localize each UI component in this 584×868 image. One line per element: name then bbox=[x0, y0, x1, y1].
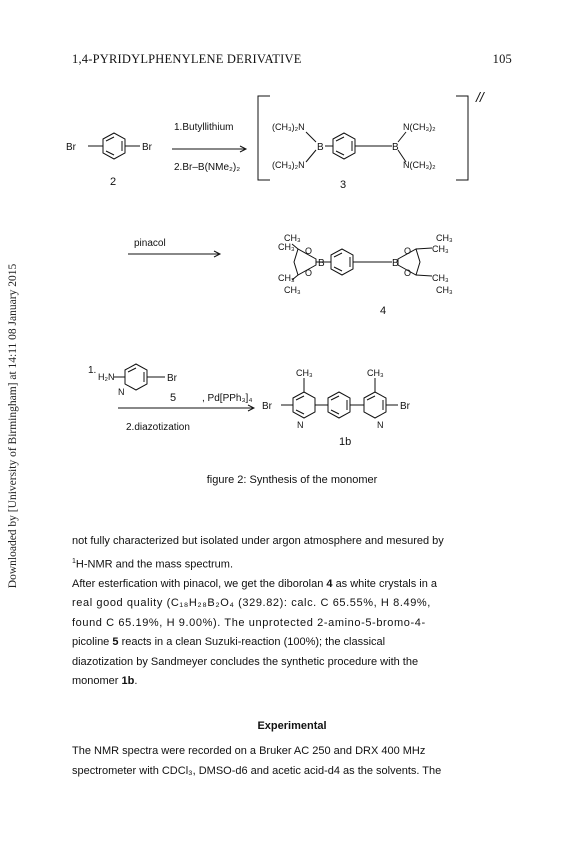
body-line-4: real good quality (C₁₈H₂₈B₂O₄ (329.82): calc. C 65.55%, H 8.49%, bbox=[72, 597, 431, 610]
page-number: 105 bbox=[492, 52, 512, 66]
reagent-pinacol: pinacol bbox=[134, 238, 166, 249]
nme2-top-left: (CH₃)₂N bbox=[272, 122, 305, 132]
ch3-1b-left: CH₃ bbox=[296, 368, 313, 378]
atom-b-left: B bbox=[317, 142, 324, 153]
body-line-3: After esterfication with pinacol, we get the diborolan 4 as white crystals in a bbox=[72, 577, 438, 590]
compound-ref-5: 5 bbox=[112, 636, 119, 649]
atom-o-4-b: O bbox=[305, 268, 313, 278]
atom-br-5: Br bbox=[167, 373, 177, 384]
atom-n-1b-left: N bbox=[297, 420, 304, 430]
compound-4-label: 4 bbox=[380, 305, 387, 317]
ch3-4-a: CH₃ bbox=[284, 233, 301, 243]
compound-ref-4: 4 bbox=[326, 577, 333, 590]
pyridine-ring-left bbox=[293, 392, 315, 418]
ch3-4-e: CH₃ bbox=[436, 233, 453, 243]
reagent-borane: 2.Br–B(NMe₂)₂ bbox=[174, 162, 241, 173]
reagent-5-label: 5 bbox=[170, 392, 177, 404]
experimental-text bbox=[72, 742, 512, 781]
nme2-bottom-right: N(CH₃)₂ bbox=[403, 160, 436, 170]
catalyst-label: , Pd[PPh₃]₄ bbox=[202, 393, 253, 404]
ch3-4-f: CH₃ bbox=[432, 244, 449, 254]
nme2-top-right: N(CH₃)₂ bbox=[403, 122, 436, 132]
ch3-1b-right: CH₃ bbox=[367, 368, 384, 378]
experimental-line-2: spectrometer with CDCl₃, DMSO-d6 and acetic acid-d4 as the solvents. The bbox=[72, 764, 442, 777]
double-slash-mark: // bbox=[476, 89, 484, 105]
header-title: 1,4-PYRIDYLPHENYLENE DERIVATIVE bbox=[72, 52, 302, 66]
ch3-4-d: CH₃ bbox=[284, 285, 301, 295]
amino-group: H₂N bbox=[98, 372, 115, 382]
body-text bbox=[72, 532, 512, 692]
ch3-4-g: CH₃ bbox=[432, 273, 449, 283]
atom-o-4-c: O bbox=[404, 246, 412, 256]
ch3-4-c: CH₃ bbox=[278, 273, 295, 283]
experimental-line-1: The NMR spectra were recorded on a Bruker AC 250 and DRX 400 MHz bbox=[72, 745, 426, 757]
reagent-diazotization: 2.diazotization bbox=[126, 422, 190, 433]
body-line-7: diazotization by Sandmeyer concludes the synthetic procedure with the bbox=[72, 655, 419, 668]
ch3-4-b: CH₃ bbox=[278, 242, 295, 252]
body-line-1: not fully characterized but isolated under argon atmosphere and mesured by bbox=[72, 535, 444, 547]
compound-1b-label: 1b bbox=[339, 436, 352, 448]
bracket-right bbox=[456, 96, 468, 180]
nme2-bottom-left: (CH₃)₂N bbox=[272, 160, 305, 170]
ch3-4-h: CH₃ bbox=[436, 285, 453, 295]
nmr-superscript: 1 bbox=[72, 557, 76, 565]
atom-o-4-a: O bbox=[305, 246, 313, 256]
atom-b-4-left: B bbox=[318, 258, 325, 269]
compound-3-label: 3 bbox=[340, 179, 347, 191]
atom-b-4-right: B bbox=[392, 258, 399, 269]
reagent-butyllithium: 1.Butyllithium bbox=[174, 122, 234, 133]
atom-b-right: B bbox=[392, 142, 399, 153]
figure-caption: figure 2: Synthesis of the monomer bbox=[206, 474, 378, 486]
compound-ref-1b: 1b bbox=[121, 675, 135, 688]
body-line-5: found C 65.19%, H 9.00%). The unprotected 2-amino-5-bromo-4- bbox=[72, 616, 426, 629]
body-line-2: $^1$H-NMR and the mass spectrum. bbox=[72, 557, 234, 571]
bracket-left bbox=[258, 96, 270, 180]
atom-n-5: N bbox=[118, 387, 125, 397]
compound-2-label: 2 bbox=[110, 176, 117, 188]
atom-br-1b-right: Br bbox=[400, 401, 410, 412]
reagent-step-1: 1. bbox=[88, 365, 97, 376]
atom-o-4-d: O bbox=[404, 268, 412, 278]
atom-n-1b-right: N bbox=[377, 420, 384, 430]
atom-br-1b-left: Br bbox=[262, 401, 272, 412]
body-line-6: picoline 5 reacts in a clean Suzuki-reaction (100%); the classical bbox=[72, 636, 386, 649]
download-watermark: Downloaded by [University of Birmingham] at 14:11 08 January 2015 bbox=[7, 263, 19, 589]
section-heading-experimental: Experimental bbox=[257, 720, 327, 732]
atom-br-2-right: Br bbox=[142, 142, 152, 153]
body-line-8: monomer 1b. bbox=[72, 675, 138, 688]
atom-br-2-left: Br bbox=[66, 142, 76, 153]
